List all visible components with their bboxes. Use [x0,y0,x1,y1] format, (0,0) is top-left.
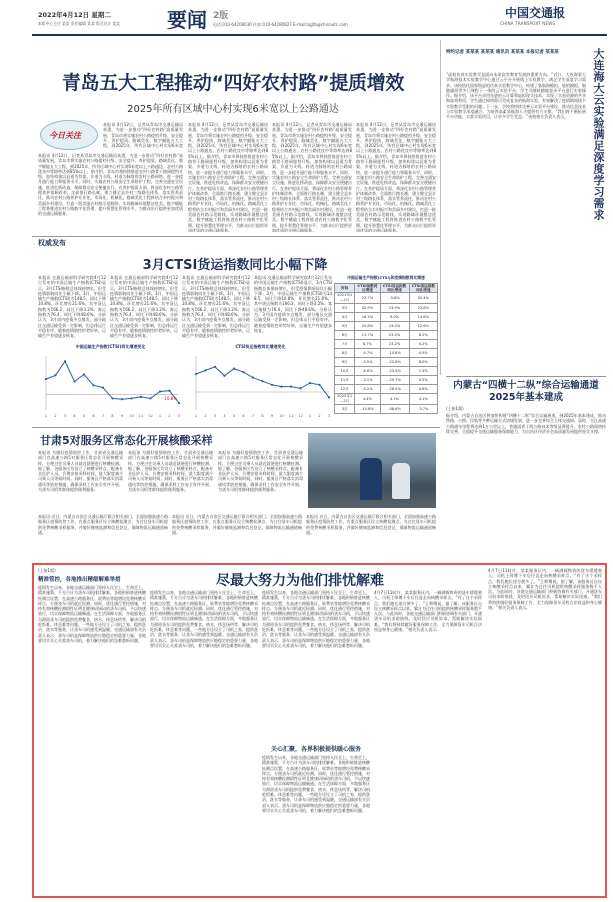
feature-body-col5: 4月7日11时许，某某服务区内，一辆满载物资的货车缓缓驶入，司机王师傅下车后径直走向核酸采样点。“有了这个采样点，我们跑长途方便多了。”王师傅说。据了解，该服务区自设立核酸采样点以来，累计为过往司机提供核酸采样服务数千人次。与此同时，各地交通运输部门积极协调有关部门，开通货车司机求助热线，及时回应司机诉求，帮助解决实际困难。“我们将持续做好服务保障工作，全力保障货车司机合法权益和身心健康。”相关负责人表示。 [488,568,602,611]
right-title [592,48,606,348]
ctsi-table-title: 中国运输生产指数(CTSI)和疫情指数同比增速 [347,275,425,280]
table-cell: -10.8% [355,405,380,414]
ctsi-growth-table [334,283,438,414]
x-tick-label: 2 [318,414,321,418]
table-cell: -9.6% [380,293,409,304]
table-cell: -5.2% [355,385,380,394]
ctsi-body-col2: 本报讯 交通运输部科学研究院4月12日发布的中国运输生产指数(CTSI)显示，3月CTSI指数总体保持增长，但受疫情影响同比小幅下降。3月，中国运输生产指数(CTSI)为148.5，同比下降10.8%，环比增长21.6%，其中货运指数为166.2，同比下降3.2%；客运指数为76.4，同比下降48.6%。分析认为，3月国内疫情多点散发，部分地区交通运输受到一定影响，但总体运行平稳有序。随着疫情防控形势好转，运输生产有望逐步恢复。 [110,275,178,339]
feature-subhead-2: 关心汇聚，各界积极提供暖心服务 [270,746,361,753]
table-cell: 8月 [335,349,355,358]
table-cell: 4.6% [409,385,437,394]
gansu-title: 甘肃5对服务区常态化开展核酸采样 [40,434,213,447]
table-cell: 2021年1—2月 [335,293,355,304]
table-cell: 23.4% [380,331,409,340]
table-cell: 8.2% [409,331,437,340]
data-point [83,373,85,375]
feature-subhead: 精准管控，各地推出精细解难举措 [38,577,121,583]
newspaper-name: 中国交通报 [505,6,566,20]
ctsi-table-block [334,275,438,414]
table-cell: 14.6% [409,313,437,322]
table-cell: 12.6% [409,322,437,331]
table-cell: 10月 [335,367,355,376]
x-tick-label: 12 [298,414,303,418]
table-row [335,331,438,340]
lead-body-col1: 本报讯 4月12日，记者从青岛市交通运输局获悉，为进一步推动“四好农村路”高质量发展，青岛市将实施农村公路提档升级、安全提升、养护提质、路域美化、数字赋能五大工程，到2025年，所有区域中心村实现6米宽 [103,122,183,148]
chart-left-svg [38,350,183,420]
x-tick-label: 2 [54,414,57,418]
neimenggu-body: 据介绍，内蒙古自治区将加快构建“四横十二纵”综合运输通道，到2025年基本建成，推动铁路、公路、民航等多种运输方式协调发展，进一步完善综合立体交通网。届时，全区高速公路通车里程将达到1万公里以上，普通国省干线公路技术等级显著提升，农村公路网络持续完善，全面提升交通运输服务保障能力，为自治区经济社会高质量发展提供坚实支撑。 [446,413,606,434]
feature-body-col2: 疫情发生以来，各地交通运输部门坚持人民至上、生命至上，精准施策，千方百计为货车司机排忧解难。各地积极推进核酸检测点设置，在高速公路服务区、收费站等地增设免费核酸采样点，方便货车司机就近检测。同时，优化通行管控措施，对持有效核酸检测阴性证明且健康码绿码的货车司机，予以快速放行，切实保障物流运输畅通。在生活保障方面，多地服务区为滞留货车司机提供免费餐食、热水、休息场所等，解决司机吃饭难、休息难等问题。一些地方还设立了司机之家，提供洗浴、洗衣等服务，让货车司机感受到温暖。交通运输部有关负责人表示，货车司机是保障物流供应链稳定的重要力量，各地要切实关心关爱货车司机，着力解决他们的急难愁盼问题。 [150,590,258,648]
x-tick-label: 4 [223,414,226,418]
data-point [178,402,180,404]
table-header-cell: CTSI货运指数同比增速 [380,284,409,293]
x-tick-label: 6 [92,414,95,418]
data-point [130,397,132,399]
table-cell: 13.0% [380,322,409,331]
chart-mid-title: CTSI货运指数同比增速变化 [235,344,286,349]
x-tick-label: 3 [63,414,67,418]
table-cell: 11.7% [355,331,380,340]
data-point [92,384,94,386]
x-tick-label: 11 [288,414,294,418]
table-cell: -14.8% [380,349,409,358]
table-cell: 3月 [335,304,355,313]
data-point [54,374,56,376]
table-cell: 4.9% [409,349,437,358]
right-byline: 特约记者 某某某 某某某 通讯员 某某某 本报记者 某某某 [446,50,559,55]
table-cell: 11月 [335,376,355,385]
table-cell: 4.1% [409,394,437,405]
table-row [335,376,438,385]
x-tick-label: 5 [232,414,236,418]
table-cell: 25.8% [355,322,380,331]
gansu-body-lower: 本报讯 近日，内蒙古自治区交通运输厅联合相关部门，全面加强高速公路服务区疫情防控工作，在重点服务区设立核酸检测点，为过往货车司机提供免费核酸采样服务，并做好健康监测和信息登记，保障物流运输通道畅通。 [38,514,168,535]
x-tick-label: 5 [82,414,86,418]
x-tick-label: 7 [251,414,255,418]
table-cell: 4.7% [380,394,409,405]
table-cell: 16.5% [355,313,380,322]
table-cell: -4.6% [355,367,380,376]
gansu-rule [32,427,440,428]
right-title-text: 大连海大云实验满足深度学习需求 [592,48,605,221]
x-tick-label: 10 [279,414,284,418]
table-cell: 6月 [335,331,355,340]
x-tick-label: 10 [129,414,134,418]
table-header-cell: 时间 [335,284,355,293]
ctsi-line-chart-mid [188,344,333,422]
right-column-divider [440,40,441,375]
gansu-body-col2: 本报讯 为做好疫情防控工作，甘肃省交通运输部门在高速公路5对服务区常态化开展核酸采样，方便过往司乘人员就近就便进行核酸检测。据了解，各服务区均设立了核酸采样点，配备专业医护人员，合理安排采样时间，最大限度减少司乘人员等候时间。同时，服务区严格落实消毒通风等防控措施，确保采样工作安全有序开展，为货车司机等群体提供便利服务。 [128,450,213,493]
x-tick-label: 6 [242,414,245,418]
data-point [73,380,75,382]
x-tick-label: 2 [204,414,207,418]
table-header-cell: CTSI客运指数同比增速 [409,284,437,293]
data-point [204,369,206,371]
data-point [195,373,197,375]
x-tick-label: 3 [327,414,331,418]
lead-body-col1b: 本报讯 4月12日，记者从青岛市交通运输局获悉，为进一步推动“四好农村路”高质量发展，青岛市将实施农村公路提档升级、安全提升、养护提质、路域美化、数字赋能五大工程，到2025年，所有区域中心村实现6米宽以上公路通达，农村公路优良中等路率达到85%以上。据介绍，青岛市将持续推进农村公路骨干路网提档升级，加快构建以县道为骨架、乡道为支线、村道为脉络的农村公路网络，进一步提升通行能力和服务水平。同时，实施农村公路安全生命防护工程，完善交通安全设施，推进危桥改造，保障群众安全便捷出行。在养护提质方面，将深化农村公路管理养护体制改革，全面推行路长制，建立健全县乡村三级路长体系，落实管养责任，推动农村公路养护专业化、市场化、机械化。路域美化工程将结合乡村振兴和美丽乡村建设，打造一批美丽农村路示范路线，实现路域环境整洁优美。数字赋能工程将推进农村公路数字化管理，提升智慧化管理水平，为群众出行提供更加优质的交通运输服务。 [38,153,183,217]
contact-info: 电话:010-64208030 传真:010-64280827 E-mail:zgjtb@chinautc.com [213,22,348,27]
data-point [233,368,235,370]
neimenggu-kicker: (上接1版) [446,406,464,411]
x-tick-label: 9 [270,414,274,418]
table-cell: 4.4% [355,394,380,405]
x-tick-label: 1 [194,414,198,418]
x-tick-label: 1 [308,414,312,418]
x-tick-label: 3 [177,414,181,418]
table-row [335,385,438,394]
feature-title: 尽最大努力为他们排忧解难 [216,573,384,589]
table-cell: -48.6% [380,405,409,414]
data-point [111,397,113,399]
lead-body-col2: 本报讯 4月12日，记者从青岛市交通运输局获悉，为进一步推动“四好农村路”高质量发展，青岛市将实施农村公路提档升级、安全提升、养护提质、路域美化、数字赋能五大工程，到2025年，所有区域中心村实现6米宽以上公路通达，农村公路优良中等路率达到85%以上。据介绍，青岛市将持续推进农村公路骨干路网提档升级，加快构建以县道为骨架、乡道为支线、村道为脉络的农村公路网络，进一步提升通行能力和服务水平。同时，实施农村公路安全生命防护工程，完善交通安全设施，推进危桥改造，保障群众安全便捷出行。在养护提质方面，将深化农村公路管理养护体制改革，全面推行路长制，建立健全县乡村三级路长体系，落实管养责任，推动农村公路养护专业化、市场化、机械化。路域美化工程将结合乡村振兴和美丽乡村建设，打造一批美丽农村路示范路线，实现路域环境整洁优美。数字赋能工程将推进农村公路数字化管理，提升智慧化管理水平，为群众出行提供更加优质的交通运输服务。 [188,122,268,232]
data-point [45,378,47,380]
chart-left-title: 中国运输生产指数(CTSI)同比增速变化 [75,344,146,349]
table-row [335,358,438,367]
feature-body-col4: 4月7日11时许，某某服务区内，一辆满载物资的货车缓缓驶入，司机王师傅下车后径直走向核酸采样点。“有了这个采样点，我们跑长途方便多了。”王师傅说。据了解，该服务区自设立核酸采样点以来，累计为过往司机提供核酸采样服务数千人次。与此同时，各地交通运输部门积极协调有关部门，开通货车司机求助热线，及时回应司机诉求，帮助解决实际困难。“我们将持续做好服务保障工作，全力保障货车司机合法权益和身心健康。”相关负责人表示。 [374,590,482,633]
data-label: -10.8% [162,396,177,402]
data-point [271,384,273,386]
table-cell: 23.2% [380,340,409,349]
table-cell: 4.5% [409,376,437,385]
gansu-body-col3: 本报讯 为做好疫情防控工作，甘肃省交通运输部门在高速公路5对服务区常态化开展核酸采样，方便过往司乘人员就近就便进行核酸检测。据了解，各服务区均设立了核酸采样点，配备专业医护人员，合理安排采样时间，最大限度减少司乘人员等候时间。同时，服务区严格落实消毒通风等防控措施，确保采样工作安全有序开展，为货车司机等群体提供便利服务。 [218,450,303,493]
data-point [299,387,301,389]
issue-date: 2022年4月12日 星期二 [38,11,111,19]
ctsi-body-col4: 本报讯 交通运输部科学研究院4月12日发布的中国运输生产指数(CTSI)显示，3月CTSI指数总体保持增长，但受疫情影响同比小幅下降。3月，中国运输生产指数(CTSI)为148.5，同比下降10.8%，环比增长21.6%，其中货运指数为166.2，同比下降3.2%；客运指数为76.4，同比下降48.6%。分析认为，3月国内疫情多点散发，部分地区交通运输受到一定影响，但总体运行平稳有序。随着疫情防控形势好转，运输生产有望逐步恢复。 [254,275,332,333]
table-row [335,405,438,414]
lead-body-col3: 本报讯 4月12日，记者从青岛市交通运输局获悉，为进一步推动“四好农村路”高质量发展，青岛市将实施农村公路提档升级、安全提升、养护提质、路域美化、数字赋能五大工程，到2025年，所有区域中心村实现6米宽以上公路通达，农村公路优良中等路率达到85%以上。据介绍，青岛市将持续推进农村公路骨干路网提档升级，加快构建以县道为骨架、乡道为支线、村道为脉络的农村公路网络，进一步提升通行能力和服务水平。同时，实施农村公路安全生命防护工程，完善交通安全设施，推进危桥改造，保障群众安全便捷出行。在养护提质方面，将深化农村公路管理养护体制改革，全面推行路长制，建立健全县乡村三级路长体系，落实管养责任，推动农村公路养护专业化、市场化、机械化。路域美化工程将结合乡村振兴和美丽乡村建设，打造一批美丽农村路示范路线，实现路域环境整洁优美。数字赋能工程将推进农村公路数字化管理，提升智慧化管理水平，为群众出行提供更加优质的交通运输服务。 [272,122,352,232]
table-cell: 1.5% [409,367,437,376]
data-point [318,384,320,386]
x-tick-label: 4 [73,414,76,418]
right-body: “虚拟仿真实验教学是面向未来高等教育发展的重要方向。”近日，大连海事大学航海技术实验教学中心通过云平台开展线上实验教学，满足学生深度学习需求。该校依托国家级虚拟仿真实验教学中心，构建了集航海模拟、轮机模拟、船舶操纵等多门课程于一体的云实验平台，学生可随时随地登录平台进行实验操作。据介绍，该平台采用先进的云计算和虚拟现实技术，实现了实验资源的共享和高效利用，学生通过网络即可完成复杂的航海实验，有效解决了疫情期间线下实验教学受限的问题。下一步，学校将持续完善云实验平台建设，推动信息技术与实验教学深度融合，为培养高素质航海人才提供有力支撑。“我们将不断拓展平台功能，丰富实验项目，让更多学生受益。”该校相关负责人表示。 [446,72,586,120]
x-tick-label: 12 [148,414,153,418]
lead-body-col4: 本报讯 4月12日，记者从青岛市交通运输局获悉，为进一步推动“四好农村路”高质量发展，青岛市将实施农村公路提档升级、安全提升、养护提质、路域美化、数字赋能五大工程，到2025年，所有区域中心村实现6米宽以上公路通达，农村公路优良中等路率达到85%以上。据介绍，青岛市将持续推进农村公路骨干路网提档升级，加快构建以县道为骨架、乡道为支线、村道为脉络的农村公路网络，进一步提升通行能力和服务水平。同时，实施农村公路安全生命防护工程，完善交通安全设施，推进危桥改造，保障群众安全便捷出行。在养护提质方面，将深化农村公路管理养护体制改革，全面推行路长制，建立健全县乡村三级路长体系，落实管养责任，推动农村公路养护专业化、市场化、机械化。路域美化工程将结合乡村振兴和美丽乡村建设，打造一批美丽农村路示范路线，实现路域环境整洁优美。数字赋能工程将推进农村公路数字化管理，提升智慧化管理水平，为群众出行提供更加优质的交通运输服务。 [356,122,436,232]
table-cell: 22.7% [355,293,380,304]
lead-subtitle: 2025年所有区域中心村实现6米宽以上公路通达 [127,104,339,115]
x-tick-label: 7 [101,414,105,418]
data-point [328,396,330,398]
data-point [223,375,225,377]
ctsi-line-chart-left [38,344,183,422]
table-row [335,293,438,304]
neimenggu-title: 内蒙古“四横十二纵”综合运输通道2025年基本建成 [453,380,599,403]
ctsi-title: 3月CTSI货运指数同比小幅下降 [142,258,328,273]
x-tick-label: 1 [44,414,48,418]
ctsi-rule [32,236,440,237]
chart-mid-svg [188,350,333,420]
badge-text: 今日关注 [49,131,81,140]
table-row [335,394,438,405]
table-cell: 3月 [335,405,355,414]
data-point [168,390,170,392]
feature-body-col3: 疫情发生以来，各地交通运输部门坚持人民至上、生命至上，精准施策，千方百计为货车司机排忧解难。各地积极推进核酸检测点设置，在高速公路服务区、收费站等地增设免费核酸采样点，方便货车司机就近检测。同时，优化通行管控措施，对持有效核酸检测阴性证明且健康码绿码的货车司机，予以快速放行，切实保障物流运输畅通。在生活保障方面，多地服务区为滞留货车司机提供免费餐食、热水、休息场所等，解决司机吃饭难、休息难等问题。一些地方还设立了司机之家，提供洗浴、洗衣等服务，让货车司机感受到温暖。交通运输部有关负责人表示，货车司机是保障物流供应链稳定的重要力量，各地要切实关心关爱货车司机，着力解决他们的急难愁盼问题。 [262,590,370,648]
gansu-photo [308,433,436,508]
table-cell: -3.7% [409,405,437,414]
data-point [102,387,104,389]
x-tick-label: 1 [158,414,162,418]
data-point [242,371,244,373]
data-point [309,382,311,384]
x-tick-label: 11 [138,414,144,418]
table-cell: 9.0% [380,313,409,322]
table-row [335,313,438,322]
series-line [46,361,179,403]
table-row [335,304,438,313]
data-point [214,366,216,368]
table-row [335,322,438,331]
staff-credits: 本版中心主任 某某 责任编辑 某某 版式设计 某某 [38,21,120,26]
table-cell: 2022年1—2月 [335,394,355,405]
table-row [335,367,438,376]
x-tick-label: 8 [111,414,114,418]
table-cell: 42.9% [355,304,380,313]
data-point [121,398,123,400]
table-cell: 4月 [335,313,355,322]
table-cell: -3.1% [355,376,380,385]
data-point [290,386,292,388]
table-cell: 32.4% [409,293,437,304]
ctsi-body-col3: 本报讯 交通运输部科学研究院4月12日发布的中国运输生产指数(CTSI)显示，3月CTSI指数总体保持增长，但受疫情影响同比小幅下降。3月，中国运输生产指数(CTSI)为148.5，同比下降10.8%，环比增长21.6%，其中货运指数为166.2，同比下降3.2%；客运指数为76.4，同比下降48.6%。分析认为，3月国内疫情多点散发，部分地区交通运输受到一定影响，但总体运行平稳有序。随着疫情防控形势好转，运输生产有望逐步恢复。 [182,275,250,339]
feature-kicker: (上接1版) [38,568,56,573]
data-point [252,377,254,379]
section-name: 要闻 [167,8,207,32]
x-tick-label: 2 [168,414,171,418]
page-number: 2版 [213,11,229,21]
newspaper-english-name: CHINA TRANSPORT NEWS [500,21,556,26]
table-cell: 23.6% [409,304,437,313]
data-point [280,386,282,388]
feature-body-col3b: 疫情发生以来，各地交通运输部门坚持人民至上、生命至上，精准施策，千方百计为货车司机排忧解难。各地积极推进核酸检测点设置，在高速公路服务区、收费站等地增设免费核酸采样点，方便货车司机就近检测。同时，优化通行管控措施，对持有效核酸检测阴性证明且健康码绿码的货车司机，予以快速放行，切实保障物流运输畅通。在生活保障方面，多地服务区为滞留货车司机提供免费餐食、热水、休息场所等，解决司机吃饭难、休息难等问题。一些地方还设立了司机之家，提供洗浴、洗衣等服务，让货车司机感受到温暖。交通运输部有关负责人表示，货车司机是保障物流供应链稳定的重要力量，各地要切实关心关爱货车司机，着力解决他们的急难愁盼问题。 [262,755,370,813]
data-point [140,396,142,398]
table-cell: 9月 [335,358,355,367]
table-cell: 12月 [335,385,355,394]
table-cell: -29.7% [380,376,409,385]
data-point [159,390,161,392]
x-tick-label: 8 [261,414,264,418]
table-cell: 5月 [335,322,355,331]
table-header-cell: CTSI指数同比增速 [355,284,380,293]
data-point [64,360,66,362]
feature-body-col1: 疫情发生以来，各地交通运输部门坚持人民至上、生命至上，精准施策，千方百计为货车司机排忧解难。各地积极推进核酸检测点设置，在高速公路服务区、收费站等地增设免费核酸采样点，方便货车司机就近检测。同时，优化通行管控措施，对持有效核酸检测阴性证明且健康码绿码的货车司机，予以快速放行，切实保障物流运输畅通。在生活保障方面，多地服务区为滞留货车司机提供免费餐食、热水、休息场所等，解决司机吃饭难、休息难等问题。一些地方还设立了司机之家，提供洗浴、洗衣等服务，让货车司机感受到温暖。交通运输部有关负责人表示，货车司机是保障物流供应链稳定的重要力量，各地要切实关心关爱货车司机，着力解决他们的急难愁盼问题。 [38,585,146,643]
gansu-body-col1: 本报讯 为做好疫情防控工作，甘肃省交通运输部门在高速公路5对服务区常态化开展核酸采样，方便过往司乘人员就近就便进行核酸检测。据了解，各服务区均设立了核酸采样点，配备专业医护人员，合理安排采样时间，最大限度减少司乘人员等候时间。同时，服务区严格落实消毒通风等防控措施，确保采样工作安全有序开展，为货车司机等群体提供便利服务。 [38,450,123,493]
gansu-body-lower2: 本报讯 近日，内蒙古自治区交通运输厅联合相关部门，全面加强高速公路服务区疫情防控工作，在重点服务区设立核酸检测点，为过往货车司机提供免费核酸采样服务，并做好健康监测和信息登记，保障物流运输通道畅通。 [172,514,302,535]
gansu-body-lower3: 本报讯 近日，内蒙古自治区交通运输厅联合相关部门，全面加强高速公路服务区疫情防控工作，在重点服务区设立核酸检测点，为过往货车司机提供免费核酸采样服务，并做好健康监测和信息登记，保障物流运输通道畅通。 [306,514,436,535]
neimenggu-rule [446,376,606,377]
table-cell: 8.7% [355,340,380,349]
table-cell: -22.8% [380,358,409,367]
table-cell: 4.2% [409,340,437,349]
x-tick-label: 9 [120,414,124,418]
photo-figure [360,458,382,500]
table-cell: -26.4% [380,385,409,394]
data-point [149,397,151,399]
table-row [335,349,438,358]
header-rule [32,34,607,36]
table-cell: -4.7% [355,349,380,358]
ctsi-kicker: 权威发布 [38,239,66,247]
table-cell: 7月 [335,340,355,349]
table-cell: 13.9% [380,304,409,313]
lead-title: 青岛五大工程推动“四好农村路”提质增效 [61,72,405,94]
table-cell: -23.5% [380,367,409,376]
photo-figure-2 [392,463,410,499]
today-focus-badge [40,120,98,150]
table-row [335,340,438,349]
data-point [261,380,263,382]
table-cell: -5.5% [355,358,380,367]
ctsi-body-col1: 本报讯 交通运输部科学研究院4月12日发布的中国运输生产指数(CTSI)显示，3月CTSI指数总体保持增长，但受疫情影响同比小幅下降。3月，中国运输生产指数(CTSI)为148.5，同比下降10.8%，环比增长21.6%，其中货运指数为166.2，同比下降3.2%；客运指数为76.4，同比下降48.6%。分析认为，3月国内疫情多点散发，部分地区交通运输受到一定影响，但总体运行平稳有序。随着疫情防控形势好转，运输生产有望逐步恢复。 [38,275,106,339]
x-tick-label: 3 [213,414,217,418]
table-cell: 6.0% [409,358,437,367]
